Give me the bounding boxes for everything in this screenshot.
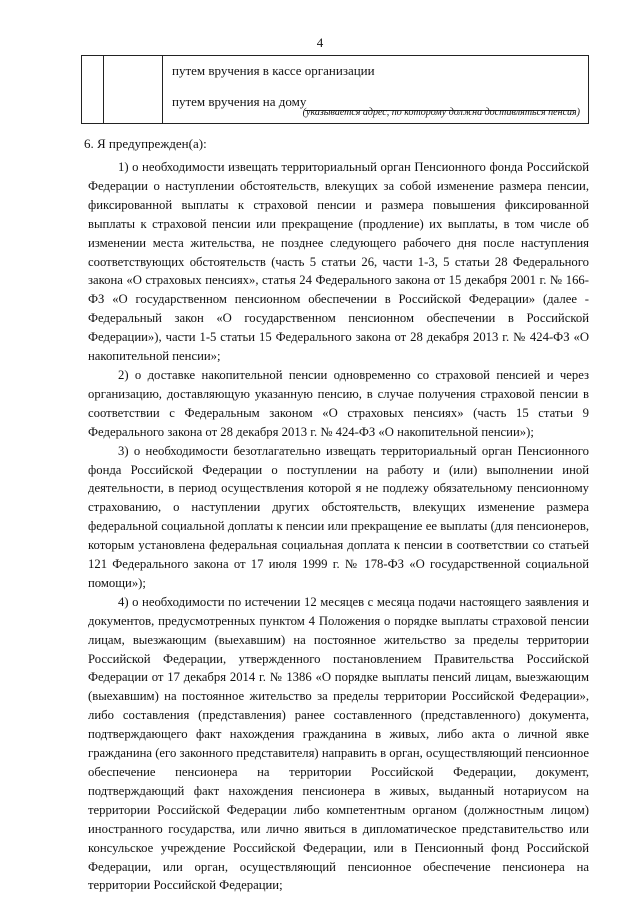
paragraph-4: 4) о необходимости по истечении 12 месяцев с месяца подачи настоящего заявления и документов, предусмотренных пунктом 4 Положения о порядке выплаты страховой пенсии лицам, выезжающим (выехавшим) на постоянное жительство за пределы территории Российской Федерации, утвержденного постановлением Правительства Российской Федерации от 17 декабря 2014 г. № 1386 «О порядке выплаты пенсий лицам, выезжающим (выехавшим) на постоянное жительство за пределы территории Российской Федерации», либо составления (представления) ранее составленного (представленного) документа, подтверждающего факт нахождения гражданина в живых, либо акта о личной явке гражданина (его законного представителя) направить в орган, осуществляющий пенсионное обеспечение пенсионера на территории Российской Федерации, документ, подтверждающий факт нахождения пенсионера в живых, выданный нотариусом на территории Российской Федерации либо компетентным органом (должностным лицом) иностранного государства, или лично явиться в дипломатическое представительство или консульское учреждение Российской Федерации, или в Пенсионный фонд Российской Федерации, или орган, осуществляющий пенсионное обеспечение пенсионера на территории Российской Федерации;: [88, 594, 589, 893]
delivery-option-home: путем вручения на дому: [172, 94, 307, 109]
delivery-option-cashier: путем вручения в кассе организации: [172, 63, 375, 78]
delivery-checkbox[interactable]: [82, 56, 104, 123]
section-heading: 6. Я предупрежден(а):: [84, 136, 207, 151]
page-number: 4: [316, 35, 324, 50]
delivery-method-table: [81, 55, 589, 124]
warnings-text: [88, 158, 589, 895]
paragraph-2: 2) о доставке накопительной пенсии одновременно со страховой пенсией и через организацию, доставляющую указанную пенсию, в случае получения страховой пенсии в соответствии с Федеральным законом «О страховых пенсиях» (часть 15 статьи 9 Федерального закона от 28 декабря 2013 г. № 424-ФЗ «О накопительной пенсии»);: [88, 367, 589, 439]
address-hint: (указывается адрес, по которому должна доставляться пенсия): [302, 107, 580, 118]
paragraph-1: 1) о необходимости извещать территориальный орган Пенсионного фонда Российской Федерации о наступлении обстоятельств, влекущих за собой изменение размера пенсии, фиксированной выплаты к страховой пенсии и размера повышения фиксированной выплаты к страховой пенсии или прекращение (продление) их выплаты, в том числе об изменении места жительства, не позднее следующего рабочего дня после наступления соответствующих обстоятельств (часть 5 статьи 26, части 1-3, 5 статьи 28 Федерального закона «О страховых пенсиях», статья 24 Федерального закона от 15 декабря 2001 г. № 166-ФЗ «О государственном пенсионном обеспечении в Российской Федерации» (далее - Федеральный закон «О государственном пенсионном обеспечении в Российской Федерации»), части 1-5 статьи 15 Федерального закона от 28 декабря 2013 г. № 424-ФЗ «О накопительной пенсии»;: [88, 160, 589, 364]
table-divider: [162, 56, 163, 123]
paragraph-3: 3) о необходимости безотлагательно извещать территориальный орган Пенсионного фонда Российской Федерации о поступлении на работу и (или) выполнении иной деятельности, в период осуществления которой я не подлежу обязательному пенсионному страхованию, о наступлении других обстоятельств, влекущих изменение размера федеральной социальной доплаты к пенсии или прекращение ее выплаты (для пенсионеров, которым установлена федеральная социальная доплата к пенсии в соответствии со статьей 121 Федерального закона от 17 июля 1999 г. № 178-ФЗ «О государственной социальной помощи»);: [88, 443, 589, 590]
